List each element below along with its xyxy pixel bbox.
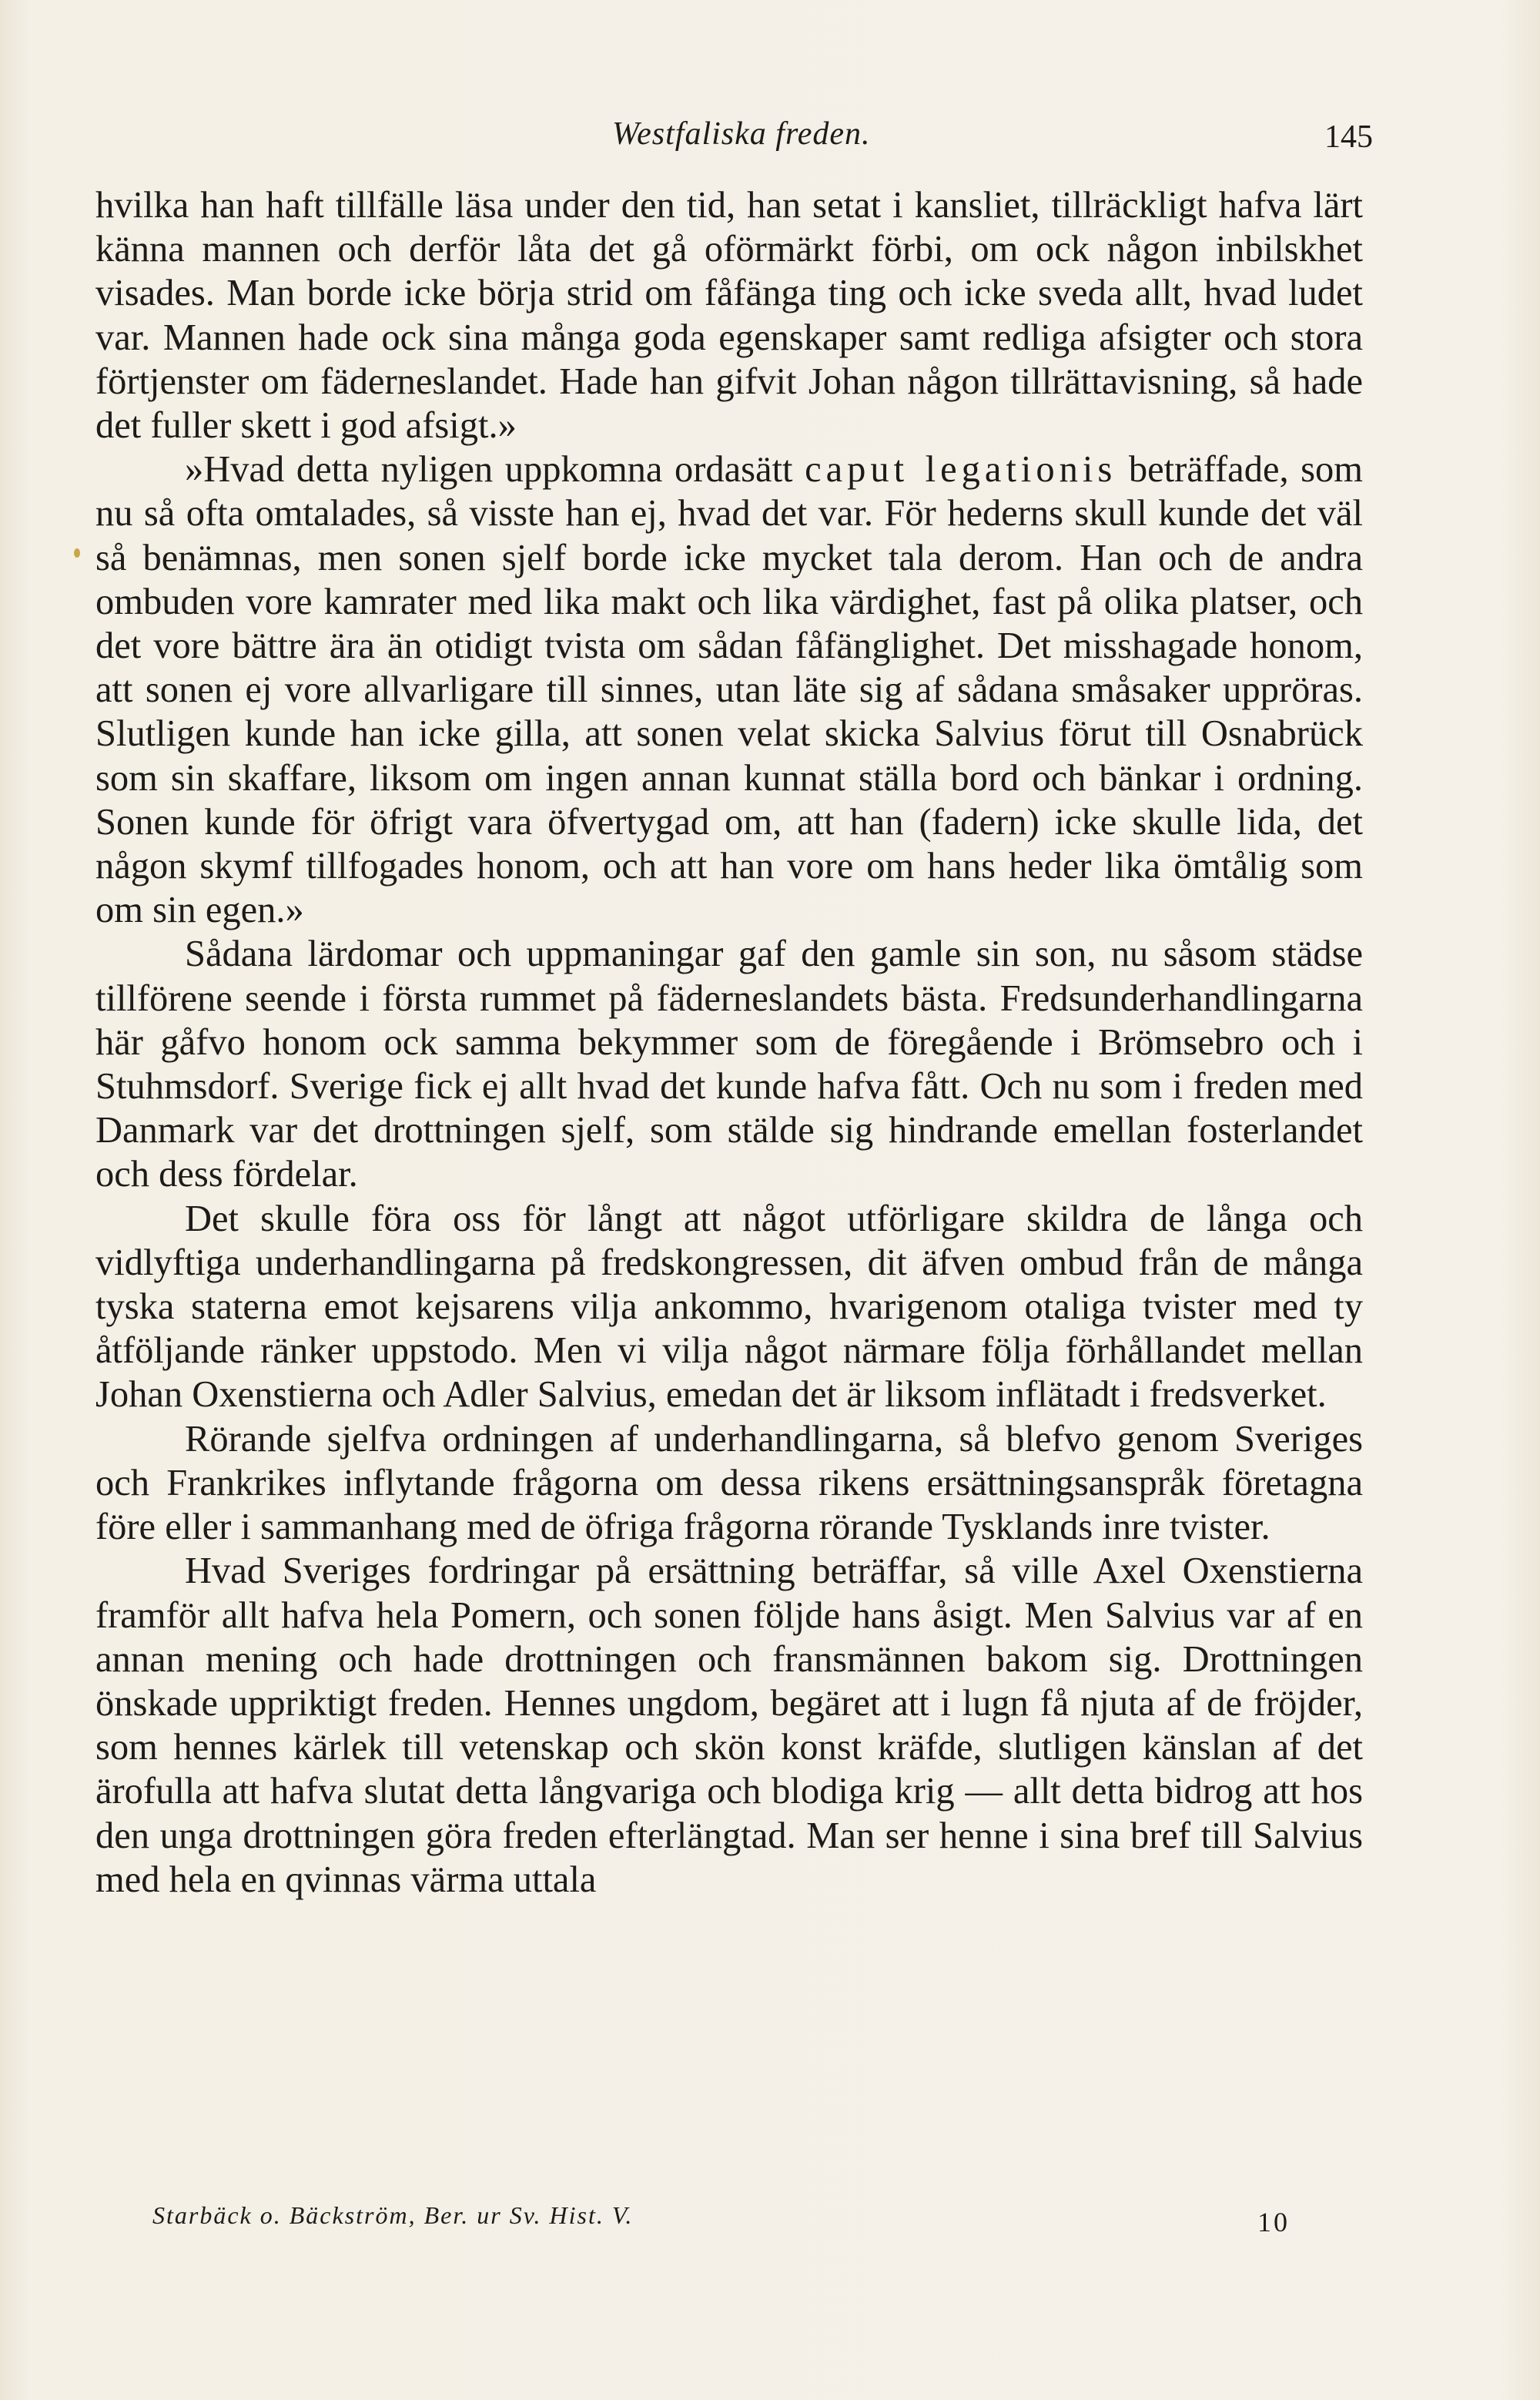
paragraph bbox=[95, 447, 1363, 932]
paragraph bbox=[95, 1549, 1363, 1902]
page-number: 145 bbox=[1324, 119, 1373, 155]
paragraph bbox=[95, 932, 1363, 1196]
paragraph-text: hvilka han haft tillfälle läsa under den tid, han setat i kansliet, tillräckligt hafva lärt känna mannen och derför låta det gå oförmärkt förbi, om ock någon inbilskhet visades. Man borde icke börja strid om fåfänga ting och icke sveda allt, hvad ludet var. Mannen hade ock sina många goda egenskaper samt redliga afsigter och stora förtjenster om fäderneslandet. Hade han gifvit Johan någon tillrättavisning, så hade det fuller skett i god afsigt.» bbox=[95, 185, 1363, 447]
paragraph bbox=[95, 1417, 1363, 1550]
sheet-number: 10 bbox=[1257, 2207, 1290, 2237]
paragraph-text: Hvad Sveriges fordringar på ersättning beträffar, så ville Axel Oxenstierna framför allt hafva hela Pomern, och sonen följde hans åsigt. Men Salvius var af en annan mening och hade drottningen och fransmännen bakom sig. Drottningen önskade uppriktigt freden. Hennes ungdom, begäret att i lugn få njuta af de fröjder, som hennes kärlek till vetenskap och skön konst kräfde, slutligen känslan af det ärofulla att hafva slutat detta långvariga och blodiga krig — allt detta bidrog att hos den unga drottningen göra freden efterlängtad. Man ser henne i sina bref till Salvius med hela en qvinnas värma uttala bbox=[95, 1550, 1363, 1900]
spaced-term: caput legationis bbox=[805, 449, 1117, 491]
margin-spot bbox=[74, 548, 80, 558]
paragraph-text: Sådana lärdomar och uppmaningar gaf den gamle sin son, nu såsom städse tillförene seende i första rummet på fäderneslandets bästa. Fredsunderhandlingarna här gåfvo honom ock samma bekymmer som de föregående i Brömsebro och i Stuhmsdorf. Sverige fick ej allt hvad det kunde hafva fått. Och nu som i freden med Danmark var det drottningen sjelf, som stälde sig hindrande emellan fosterlandet och dess fördelar. bbox=[95, 934, 1363, 1195]
signature-line: Starbäck o. Bäckström, Ber. ur Sv. Hist. V. bbox=[152, 2201, 634, 2229]
paragraph bbox=[95, 1197, 1363, 1417]
paragraph bbox=[95, 183, 1363, 447]
running-title: Westfaliska freden. bbox=[612, 116, 871, 152]
running-head bbox=[0, 116, 1540, 162]
paragraph-text: Rörande sjelfva ordningen af underhandlingarna, så blefvo genom Sveriges och Frankrikes inflytande frågorna om dessa rikens ersättningsanspråk företagna före eller i sammanhang med de öfriga frågorna rörande Tysklands inre tvister. bbox=[95, 1418, 1363, 1548]
page-footer bbox=[0, 2201, 1540, 2247]
body-text bbox=[95, 183, 1363, 1902]
paragraph-text: beträffade, som nu så ofta omtalades, så visste han ej, hvad det var. För hederns skull kunde det väl så benämnas, men sonen sjelf borde icke mycket tala derom. Han och de andra ombuden vore kamrater med lika makt och lika värdighet, fast på olika platser, och det vore bättre ära än otidigt tvista om sådan fåfänglighet. Det misshagade honom, att sonen ej vore allvarligare till sinnes, utan läte sig af sådana småsaker uppröras. Slutligen kunde han icke gilla, att sonen velat skicka Salvius förut till Osnabrück som sin skaffare, liksom om ingen annan kunnat ställa bord och bänkar i ordning. Sonen kunde för öfrigt vara öfvertygad om, att han (fadern) icke skulle lida, det någon skymf tillfogades honom, och att han vore om hans heder lika ömtålig som om sin egen.» bbox=[95, 449, 1364, 931]
paragraph-text: »Hvad detta nyligen uppkomna ordasätt bbox=[185, 449, 805, 491]
paragraph-text: Det skulle föra oss för långt att något utförligare skildra de långa och vidlyftiga underhandlingarna på fredskongressen, dit äfven ombud från de många tyska staterna emot kejsarens vilja ankommo, hvarigenom otaliga tvister med ty åtföljande ränker uppstodo. Men vi vilja något närmare följa förhållandet mellan Johan Oxenstierna och Adler Salvius, emedan det är liksom inflätadt i fredsverket. bbox=[95, 1198, 1363, 1416]
